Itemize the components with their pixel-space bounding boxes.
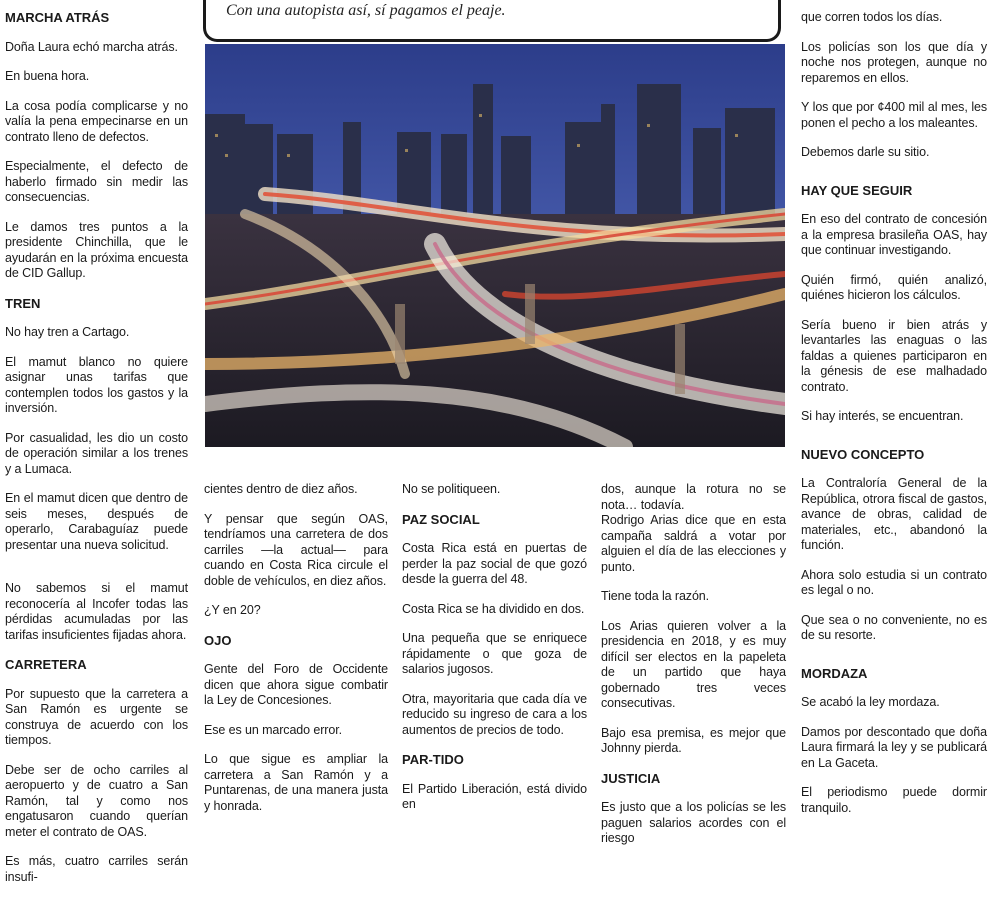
paragraph: Debemos darle su sitio. xyxy=(801,145,930,159)
section-heading-mordaza: MORDAZA xyxy=(801,665,868,681)
paragraph: que corren todos los días. xyxy=(801,10,943,24)
photo-caption-box xyxy=(203,0,781,42)
paragraph: El mamut blanco no quiere asignar unas tarifas que contemplen todos los gastos y la inversión. xyxy=(5,354,188,415)
paragraph: Por supuesto que la carretera a San Ramón es urgente se construya de acuerdo con los tiempos. xyxy=(5,686,188,747)
paragraph: El periodismo puede dormir tranquilo. xyxy=(801,785,987,815)
section-heading-tren: TREN xyxy=(5,295,41,311)
paragraph: Doña Laura echó marcha atrás. xyxy=(5,39,178,54)
paragraph: Los policías son los que día y noche nos protegen, aunque no reparemos en ellos. xyxy=(801,39,987,85)
section-heading-marcha-atras: MARCHA ATRÁS xyxy=(5,10,110,25)
paragraph: Bajo esa premisa, es mejor que Johnny pierda. xyxy=(601,725,786,755)
column-2 xyxy=(204,482,388,828)
paragraph: En el mamut dicen que dentro de seis meses, después de operarlo, Carabaguíaz puede presentar una nueva solicitud. xyxy=(5,491,188,552)
paragraph: No se politiqueen. xyxy=(402,482,501,496)
section-heading-ojo: OJO xyxy=(204,632,232,648)
paragraph: ¿Y en 20? xyxy=(204,603,261,617)
paragraph: Gente del Foro de Occidente dicen que ahora sigue combatir la Ley de Concesiones. xyxy=(204,662,388,707)
paragraph: Especialmente, el defecto de haberlo firmado sin medir las consecuencias. xyxy=(5,159,188,204)
paragraph: El Partido Liberación, está divido en xyxy=(402,781,587,811)
paragraph: Le damos tres puntos a la presidente Chinchilla, que le ayudarán en la próxima encuesta de CID Gallup. xyxy=(5,219,188,280)
paragraph: En buena hora. xyxy=(5,69,90,83)
paragraph: Tiene toda la razón. xyxy=(601,589,710,603)
paragraph: Costa Rica está en puertas de perder la paz social de que gozó desde la guerra del 48. xyxy=(402,541,587,586)
paragraph: No hay tren a Cartago. xyxy=(5,325,130,339)
paragraph: Una pequeña que se enriquece rápidamente o que goza de salarios jugosos. xyxy=(402,631,587,676)
photo-illustration xyxy=(205,44,785,447)
paragraph: Y pensar que según OAS, tendríamos una carretera de dos carriles —la actual— para cuando en Costa Rica circule el doble de vehículos, en diez años. xyxy=(204,511,388,588)
section-heading-justicia: JUSTICIA xyxy=(601,770,661,786)
paragraph: La cosa podía complicarse y no valía la pena empecinarse en un contrato lleno de defectos. xyxy=(5,98,188,144)
section-heading-nuevo-concepto: NUEVO CONCEPTO xyxy=(801,446,925,462)
paragraph: Los Arias quieren volver a la presidencia en 2018, y es muy difícil ser electos en la papeleta de un partido que haya gobernado tres veces consecutivas. xyxy=(601,618,786,710)
paragraph: Ahora solo estudia si un contrato es legal o no. xyxy=(801,567,987,597)
section-heading-partido: PAR-TIDO xyxy=(402,752,464,767)
paragraph: No sabemos si el mamut reconocería al Incofer todas las pérdidas acumuladas por las tarifas insuficientes fijadas ahora. xyxy=(5,581,188,642)
paragraph: cientes dentro de diez años. xyxy=(204,482,358,496)
column-5 xyxy=(801,10,987,830)
paragraph: Es justo que a los policías se les paguen salarios acordes con el riesgo xyxy=(601,800,786,845)
column-3 xyxy=(402,482,587,827)
column-1 xyxy=(5,10,188,899)
paragraph: Sería bueno ir bien atrás y levantarles las enaguas o las faldas a quienes participaron en la génesis de ese malhadado contrato. xyxy=(801,317,987,394)
paragraph: Se acabó la ley mordaza. xyxy=(801,695,940,709)
paragraph: Ese es un marcado error. xyxy=(204,722,342,737)
paragraph: Y los que por ¢400 mil al mes, les ponen el pecho a los maleantes. xyxy=(801,100,987,130)
paragraph xyxy=(601,482,786,513)
paragraph: Por casualidad, les dio un costo de operación similar a los trenes y a Lumaca. xyxy=(5,430,188,476)
photo-caption: Con una autopista así, sí pagamos el peaje. xyxy=(226,2,506,19)
paragraph-line: dos, aunque la rotura no se nota… todavía. xyxy=(601,482,786,512)
paragraph: Rodrigo Arias dice que en esta campaña saldrá a votar por alguien el día de las elecciones y punto. xyxy=(601,513,786,574)
section-heading-paz-social: PAZ SOCIAL xyxy=(402,511,480,527)
section-heading-carretera: CARRETERA xyxy=(5,657,87,672)
paragraph: Otra, mayoritaria que cada día ve reducido su ingreso de cara a los aumentos de precios de todo. xyxy=(402,691,587,737)
paragraph: Damos por descontado que doña Laura firmará la ley y se publicará en La Gaceta. xyxy=(801,724,987,770)
paragraph: Debe ser de ocho carriles al aeropuerto y de cuatro a San Ramón, tal y como nos engatusaron cuando querían meter el contrato de OAS. xyxy=(5,762,188,839)
section-heading-hay-que-seguir: HAY QUE SEGUIR xyxy=(801,182,913,198)
paragraph: Que sea o no conveniente, no es de su resorte. xyxy=(801,612,987,642)
column-4 xyxy=(601,482,786,861)
paragraph: Si hay interés, se encuentran. xyxy=(801,409,964,423)
paragraph: Costa Rica se ha dividido en dos. xyxy=(402,601,585,616)
paragraph: Quién firmó, quién analizó, quiénes hicieron los cálculos. xyxy=(801,272,987,302)
paragraph: Es más, cuatro carriles serán insufi- xyxy=(5,854,188,884)
paragraph: En eso del contrato de concesión a la empresa brasileña OAS, hay que continuar investigando. xyxy=(801,212,987,257)
paragraph: La Contraloría General de la República, otrora fiscal de gastos, avance de obras, calidad de materiales, etc., abandonó la función. xyxy=(801,476,987,552)
city-highway-photo xyxy=(205,44,785,447)
paragraph: Lo que sigue es ampliar la carretera a San Ramón y a Puntarenas, de una manera justa y honrada. xyxy=(204,752,388,813)
